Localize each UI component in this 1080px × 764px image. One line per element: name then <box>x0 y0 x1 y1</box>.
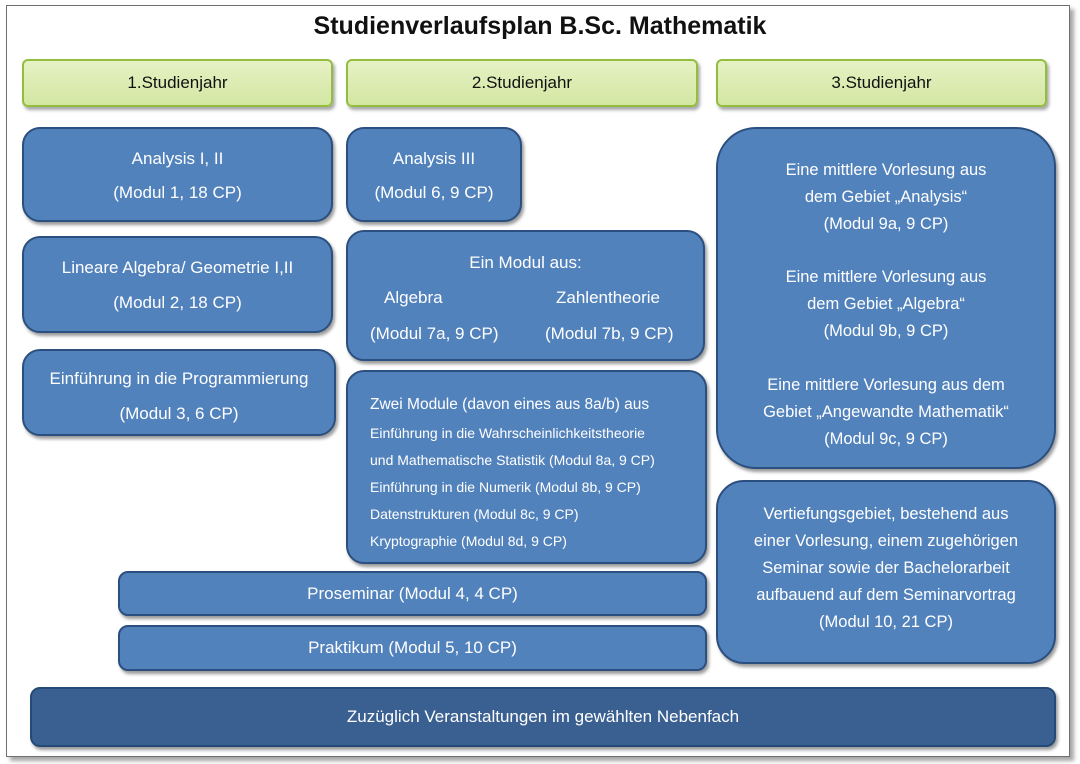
module-two-modules-8 <box>346 370 707 564</box>
module-proseminar: Proseminar (Modul 4, 4 CP) <box>118 571 707 616</box>
choice-heading: Ein Modul aus: <box>469 253 582 272</box>
choice-number-theory-credits: (Modul 7b, 9 CP) <box>545 324 674 343</box>
module-credits: (Modul 6, 9 CP) <box>374 183 494 202</box>
module-name: Einführung in die Programmierung <box>49 369 309 388</box>
lecture-9c-line2: Gebiet „Angewandte Mathematik“ <box>763 403 1009 421</box>
module-8d: Kryptographie (Modul 8d, 9 CP) <box>370 533 567 549</box>
module-name: Analysis III <box>392 149 476 168</box>
module-praktikum: Praktikum (Modul 5, 10 CP) <box>118 625 707 671</box>
nebenfach-bar: Zuzüglich Veranstaltungen im gewählten Nebenfach <box>30 687 1056 747</box>
lecture-9a-line1: Eine mittlere Vorlesung aus <box>785 161 987 179</box>
year-header-3: 3.Studienjahr <box>716 59 1047 107</box>
module-programming <box>22 349 336 436</box>
year-header-2: 2.Studienjahr <box>346 59 698 107</box>
two-modules-heading: Zwei Module (davon eines aus 8a/b) aus <box>370 396 650 413</box>
module-analysis-1-2 <box>22 127 333 222</box>
module-8b: Einführung in die Numerik (Modul 8b, 9 CP) <box>370 479 641 495</box>
module-linear-algebra <box>22 236 333 333</box>
module-credits: (Modul 3, 6 CP) <box>119 404 239 423</box>
lecture-9b-line1: Eine mittlere Vorlesung aus <box>785 268 987 286</box>
module-credits: (Modul 2, 18 CP) <box>113 293 242 312</box>
module-analysis-3 <box>346 127 522 222</box>
vertiefung-line4: aufbauend auf dem Seminarvortrag <box>756 586 1016 604</box>
year-header-1: 1.Studienjahr <box>22 59 333 107</box>
lecture-9b-line2: dem Gebiet „Algebra“ <box>807 295 965 313</box>
choice-algebra: Algebra <box>384 288 443 307</box>
lecture-9a-credits: (Modul 9a, 9 CP) <box>823 215 949 233</box>
module-8a-line2: und Mathematische Statistik (Modul 8a, 9 CP) <box>370 452 655 468</box>
module-lectures-9 <box>716 127 1056 469</box>
module-name: Analysis I, II <box>131 149 224 168</box>
module-8c: Datenstrukturen (Modul 8c, 9 CP) <box>370 506 579 522</box>
vertiefung-credits: (Modul 10, 21 CP) <box>819 613 953 631</box>
module-choice-7 <box>346 230 705 361</box>
module-name: Lineare Algebra/ Geometrie I,II <box>61 258 294 277</box>
page-title: Studienverlaufsplan B.Sc. Mathematik <box>313 12 767 40</box>
vertiefung-line1: Vertiefungsgebiet, bestehend aus <box>763 505 1009 523</box>
module-credits: (Modul 1, 18 CP) <box>113 183 242 202</box>
vertiefung-line3: Seminar sowie der Bachelorarbeit <box>762 559 1010 577</box>
vertiefung-line2: einer Vorlesung, einem zugehörigen <box>753 532 1019 550</box>
choice-number-theory: Zahlentheorie <box>556 288 660 307</box>
lecture-9b-credits: (Modul 9b, 9 CP) <box>823 322 949 340</box>
lecture-9a-line2: dem Gebiet „Analysis“ <box>804 188 968 206</box>
lecture-9c-credits: (Modul 9c, 9 CP) <box>824 430 948 448</box>
choice-algebra-credits: (Modul 7a, 9 CP) <box>370 324 499 343</box>
module-vertiefung-10 <box>716 480 1056 664</box>
module-8a-line1: Einführung in die Wahrscheinlichkeitstheorie <box>370 425 645 441</box>
lecture-9c-line1: Eine mittlere Vorlesung aus dem <box>767 376 1005 394</box>
